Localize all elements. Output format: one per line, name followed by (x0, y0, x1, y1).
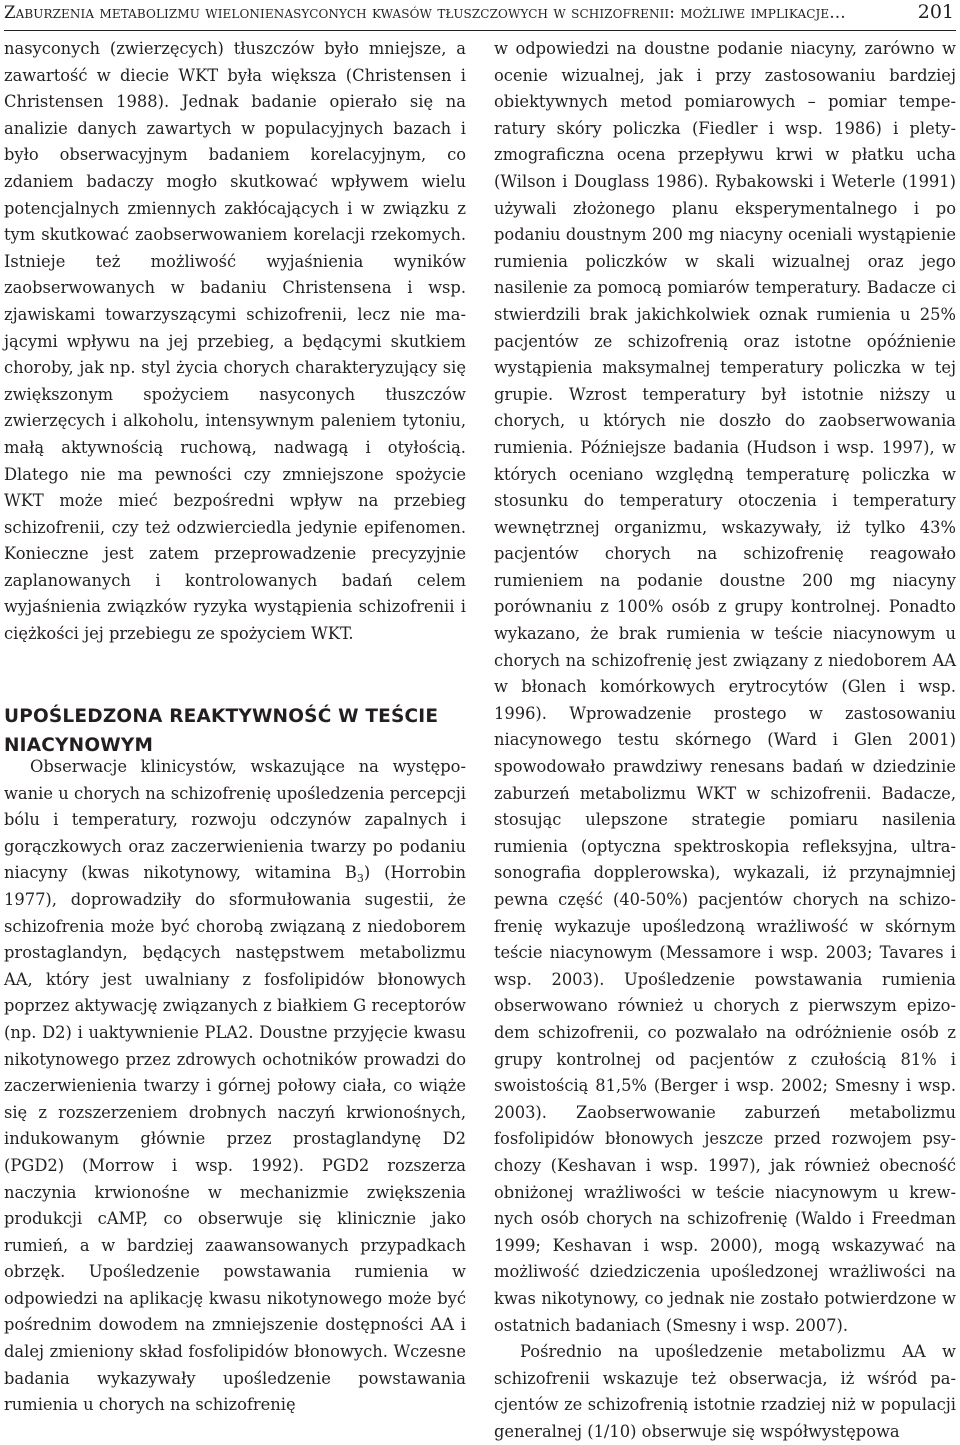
left-paragraph-2-part-b: ) (Horrobin 1977), doprowadziły do sformułowania sugestii, że schizofrenia może być chorobą związaną z niedoborem prostaglandyn, będących następstwem metabolizmu AA, który jest uwalniany z fosfolipidów błonowych poprzez aktywację związanych z białkiem G receptorów (np. D2) i uaktywnienie PLA2. Doustne przyjęcie kwasu nikotynowego przez zdrowych ochotników prowadzi do zaczerwienienia twarzy i górnej połowy ciała, co wiąże się z rozszerzeniem drobnych naczyń krwionośnych, indukowanym głównie przez prostaglandynę D2 (PGD2) (Morrow i wsp. 1992). PGD2 rozszerza naczynia krwionośne w mechanizmie zwiększenia produkcji cAMP, co obserwuje się klinicznie jako rumień, a w bardziej zaawansowanych przypadkach obrzęk. Upośledzenie powstawania rumienia w odpowiedzi na aplikację kwasu nikotynowego może być pośrednim dowodem na zmniejszenie dostępności AA i dalej zmieniony skład fosfolipidów błonowych. Wczesne badania wykazywały upośledzenie powstawania rumienia u chorych na schizofrenię (4, 863, 466, 1415)
left-paragraph-2-part-a: Obserwacje klinicystów, wskazujące na występowanie u chorych na schizofrenię upośledzenia percepcji bólu i temperatury, rozwoju odczynów zapalnych i gorączkowych oraz zaczerwienienia twarzy po podaniu niacyny (kwas nikotynowy, witamina B (4, 757, 466, 883)
right-column (494, 36, 956, 1445)
left-column-top (4, 36, 466, 648)
right-paragraph-1: w odpowiedzi na doustne podanie niacyny, zarówno w ocenie wizualnej, jak i przy zastosowaniu bardziej obiektywnych metod pomiarowych – pomiar temperatury skóry policzka (Fiedler i wsp. 1986) i pletyzmograficzna ocena przepływu krwi w płatku ucha (Wilson i Douglass 1986). Rybakowski i Weterle (1991) używali złożonego planu eksperymentalnego i po podaniu doustnym 200 mg niacyny oceniali wystąpienie rumienia policzków w skali wizualnej oraz jego nasilenie za pomocą pomiarów temperatury. Badacze ci stwierdzili brak jakichkolwiek oznak rumienia u 25% pacjentów ze schizofrenią oraz istotne opóźnienie wystąpienia maksymalnej temperatury policzka w tej grupie. Wzrost temperatury był istotnie niższy u chorych, u których nie doszło do zaobserwowania rumienia. Późniejsze badania (Hudson i wsp. 1997), w których oceniano względną temperaturę policzka w stosunku do temperatury otoczenia i temperatury wewnętrznej organizmu, wskazywały, iż tylko 43% pacjentów chorych na schizofrenię reagowało rumieniem na podanie doustne 200 mg niacyny porównaniu z 100% osób z grupy kontrolnej. Ponadto wykazano, że brak rumienia w teście niacynowym u chorych na schizofrenię jest związany z niedoborem AA w błonach komórkowych erytrocytów (Glen i wsp. 1996). Wprowadzenie prostego w zastosowaniu niacynowego testu skórnego (Ward i Glen 2001) spowodowało prawdziwy renesans badań w dziedzinie zaburzeń metabolizmu WKT w schizofrenii. Badacze, stosując ulepszone strategie pomiaru nasilenia rumienia (optyczna spektroskopia refleksyjna, ultrasonografia dopplerowska), wykazali, iż przynajmniej pewna część (40-50%) pacjentów chorych na schizofrenię wykazuje upośledzoną wrażliwość w skórnym teście niacynowym (Messamore i wsp. 2003; Tavares i wsp. 2003). Upośledzenie powstawania rumienia obserwowano również u chorych z pierwszym epizodem schizofrenii, co pozwalało na odróżnienie osób z grupy kontrolnej od pacjentów z czułością 81% i swoistością 81,5% (Berger i wsp. 2002; Smesny i wsp. 2003). Zaobserwowanie zaburzeń metabolizmu fosfolipidów błonowych jeszcze przed rozwojem psychozy (Keshavan i wsp. 1997), jak również obecność obniżonej wrażliwości w teście niacynowym u krewnych osób chorych na schizofrenię (Waldo i Freedman 1999; Keshavan i wsp. 2000), mogą wskazywać na możliwość dziedziczenia upośledzonej wrażliwości na kwas nikotynowy, co jednak nie zostało potwierdzone w ostatnich badaniach (Smesny i wsp. 2007). (494, 39, 956, 1335)
left-paragraph-1: nasyconych (zwierzęcych) tłuszczów było mniejsze, a zawartość w diecie WKT była większa (Christensen i Christensen 1988). Jednak badanie opierało się na analizie danych zawartych w populacyjnych bazach i było obserwacyjnym badaniem korelacyjnym, co zdaniem badaczy mogło skutkować wpływem wielu potencjalnych zmiennych zakłócających i w związku z tym skutkować zaobserwowaniem korelacji rzekomych. Istnieje też możliwość wyjaśnienia wyników zaobserwowanych w badaniu Christensena i wsp. zjawiskami towarzyszącymi schizofrenii, lecz nie mającymi wpływu na jej przebieg, a będącymi skutkiem choroby, jak np. styl życia chorych charakteryzujący się zwiększonym spożyciem nasyconych tłuszczów zwierzęcych i alkoholu, intensywnym paleniem tytoniu, małą aktywnością ruchową, nadwagą i otyłością. Dlatego nie ma pewności czy zmniejszone spożycie WKT może mieć bezpośredni wpływ na przebieg schizofrenii, czy też odzwierciedla jedynie epifenomen. Konieczne jest zatem przeprowadzenie precyzyjnie zaplanowanych i kontrolowanych badań celem wyjaśnienia związków ryzyka wystąpienia schizofrenii i ciężkości jej przebiegu ze spożyciem WKT. (4, 39, 466, 644)
page-number: 201 (917, 1, 954, 23)
right-paragraph-2: Pośrednio na upośledzenie metabolizmu AA w schizofrenii wskazuje też obserwacja, iż wśród pacjentów ze schizofrenią istotnie rzadziej niż w populacji generalnej (1/10) obserwuje się współwystępowa (494, 1342, 956, 1441)
running-title: Zaburzenia metabolizmu wielonienasyconych kwasów tłuszczowych w schizofrenii: możliwe implikacje… (4, 3, 846, 22)
left-column-bottom (4, 754, 466, 1419)
section-heading: UPOŚLEDZONA REAKTYWNOŚĆ W TEŚCIE NIACYNOWYM (4, 706, 439, 756)
left-paragraph-2 (4, 754, 466, 1419)
vitamin-subscript: 3 (356, 872, 364, 886)
running-header (4, 0, 956, 31)
